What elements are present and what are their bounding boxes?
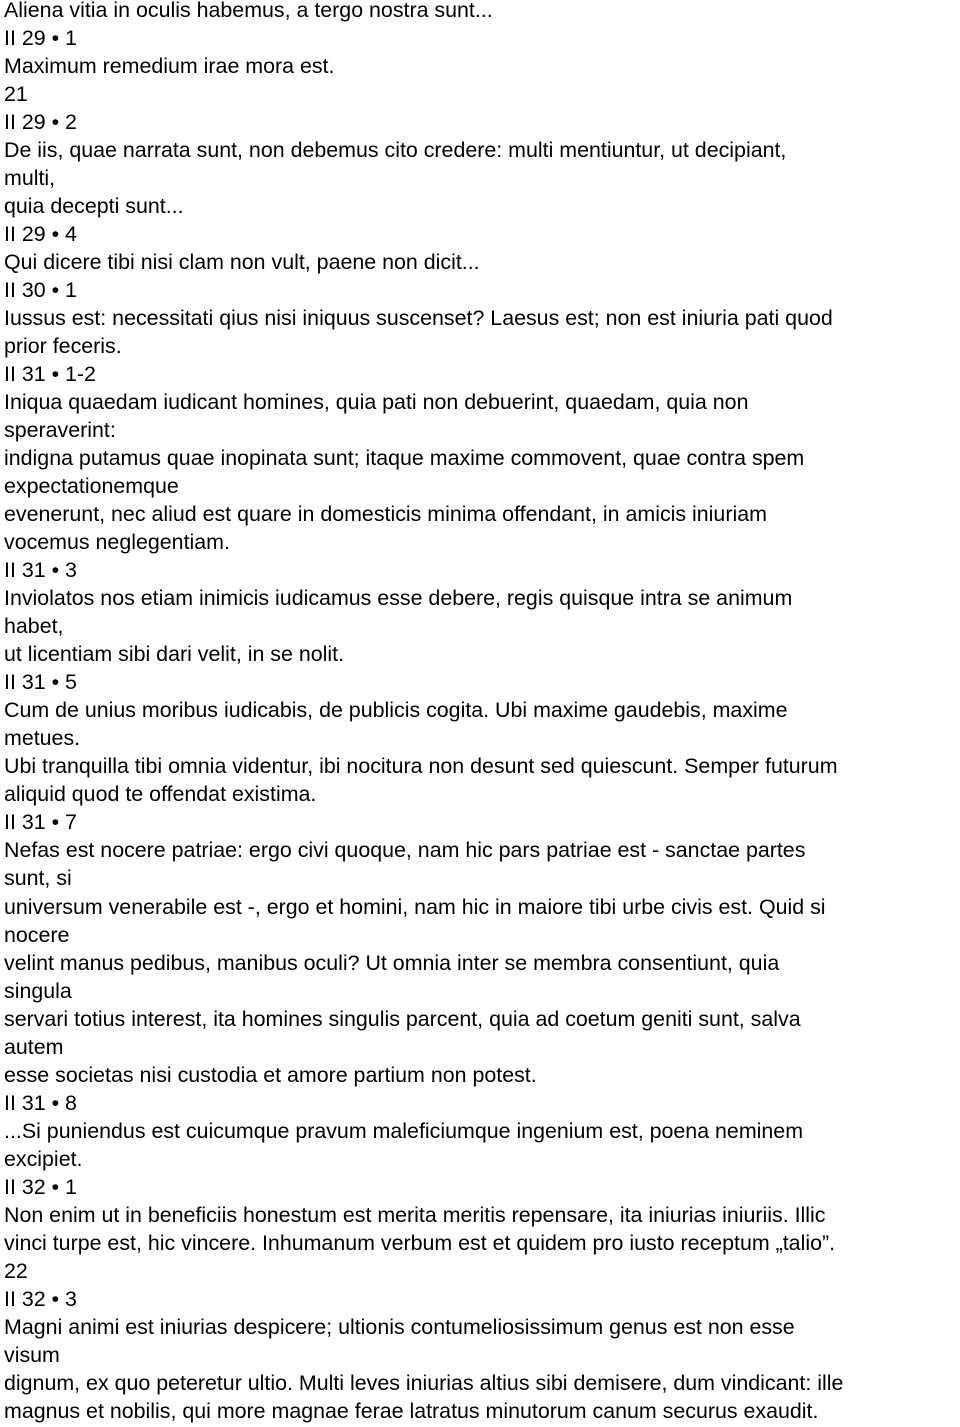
text-line: magnus et nobilis, qui more magnae ferae latratus minutorum canum securus exaudit.	[4, 1398, 819, 1423]
text-line: habet,	[4, 614, 64, 639]
text-line: Nefas est nocere patriae: ergo civi quoque, nam hic pars patriae est - sanctae partes	[4, 838, 806, 863]
text-line: 22	[4, 1258, 28, 1283]
text-line: II 29 • 1	[4, 26, 77, 51]
text-line: nocere	[4, 922, 70, 947]
text-line: autem	[4, 1034, 64, 1059]
text-line: Cum de unius moribus iudicabis, de publicis cogita. Ubi maxime gaudebis, maxime	[4, 698, 788, 723]
text-line: Aliena vitia in oculis habemus, a tergo nostra sunt...	[4, 0, 493, 22]
text-line: vocemus neglegentiam.	[4, 530, 230, 555]
text-line: ...Si puniendus est cuicumque pravum maleficiumque ingenium est, poena neminem	[4, 1118, 804, 1143]
text-line: Non enim ut in beneficiis honestum est merita meritis repensare, ita iniurias iniuriis. Illic	[4, 1202, 826, 1227]
text-line: Qui dicere tibi nisi clam non vult, paene non dicit...	[4, 250, 480, 275]
text-line: Iussus est: necessitati qius nisi iniquus suscenset? Laesus est; non est iniuria pati quod	[4, 306, 833, 331]
text-line: II 31 • 1-2	[4, 362, 96, 387]
text-line: 21	[4, 82, 28, 107]
text-line: Ubi tranquilla tibi omnia videntur, ibi nocitura non desunt sed quiescunt. Semper futurum	[4, 754, 838, 779]
text-line: evenerunt, nec aliud est quare in domesticis minima offendant, in amicis iniuriam	[4, 502, 767, 527]
text-line: servari totius interest, ita homines singulis parcent, quia ad coetum geniti sunt, salva	[4, 1006, 801, 1031]
text-line: dignum, ex quo peteretur ultio. Multi leves iniurias altius sibi demisere, dum vindicant: ille	[4, 1370, 844, 1395]
text-line: speraverint:	[4, 418, 116, 443]
text-line: metues.	[4, 726, 81, 751]
text-line: II 29 • 4	[4, 222, 77, 247]
text-line: aliquid quod te offendat existima.	[4, 782, 317, 807]
text-line: esse societas nisi custodia et amore partium non potest.	[4, 1062, 537, 1087]
text-line: II 29 • 2	[4, 110, 77, 135]
document-body	[4, 0, 960, 1425]
text-line: Maximum remedium irae mora est.	[4, 54, 335, 79]
text-line: velint manus pedibus, manibus oculi? Ut omnia inter se membra consentiunt, quia	[4, 950, 780, 975]
text-line: prior feceris.	[4, 334, 122, 359]
text-line: Magni animi est iniurias despicere; ultionis contumeliosissimum genus est non esse	[4, 1314, 795, 1339]
text-line: visum	[4, 1342, 60, 1367]
text-line: sunt, si	[4, 866, 72, 891]
text-line: Iniqua quaedam iudicant homines, quia pati non debuerint, quaedam, quia non	[4, 390, 749, 415]
text-line: II 32 • 1	[4, 1174, 77, 1199]
text-line: excipiet.	[4, 1146, 83, 1171]
text-line: De iis, quae narrata sunt, non debemus cito credere: multi mentiuntur, ut decipiant,	[4, 138, 787, 163]
text-line: universum venerabile est -, ergo et homini, nam hic in maiore tibi urbe civis est. Quid si	[4, 894, 826, 919]
text-line: II 31 • 5	[4, 670, 77, 695]
text-line: II 32 • 3	[4, 1286, 77, 1311]
text-line: II 31 • 7	[4, 810, 77, 835]
text-line: II 30 • 1	[4, 278, 77, 303]
text-line: quia decepti sunt...	[4, 194, 184, 219]
text-line: II 31 • 3	[4, 558, 77, 583]
text-line: indigna putamus quae inopinata sunt; itaque maxime commovent, quae contra spem	[4, 446, 805, 471]
text-line: singula	[4, 978, 72, 1003]
text-line: multi,	[4, 166, 56, 191]
text-line: expectationemque	[4, 474, 179, 499]
text-line: II 31 • 8	[4, 1090, 77, 1115]
text-line: ut licentiam sibi dari velit, in se nolit.	[4, 642, 345, 667]
text-line: Inviolatos nos etiam inimicis iudicamus esse debere, regis quisque intra se animum	[4, 586, 793, 611]
text-line: vinci turpe est, hic vincere. Inhumanum verbum est et quidem pro iusto receptum „talio”.	[4, 1230, 836, 1255]
